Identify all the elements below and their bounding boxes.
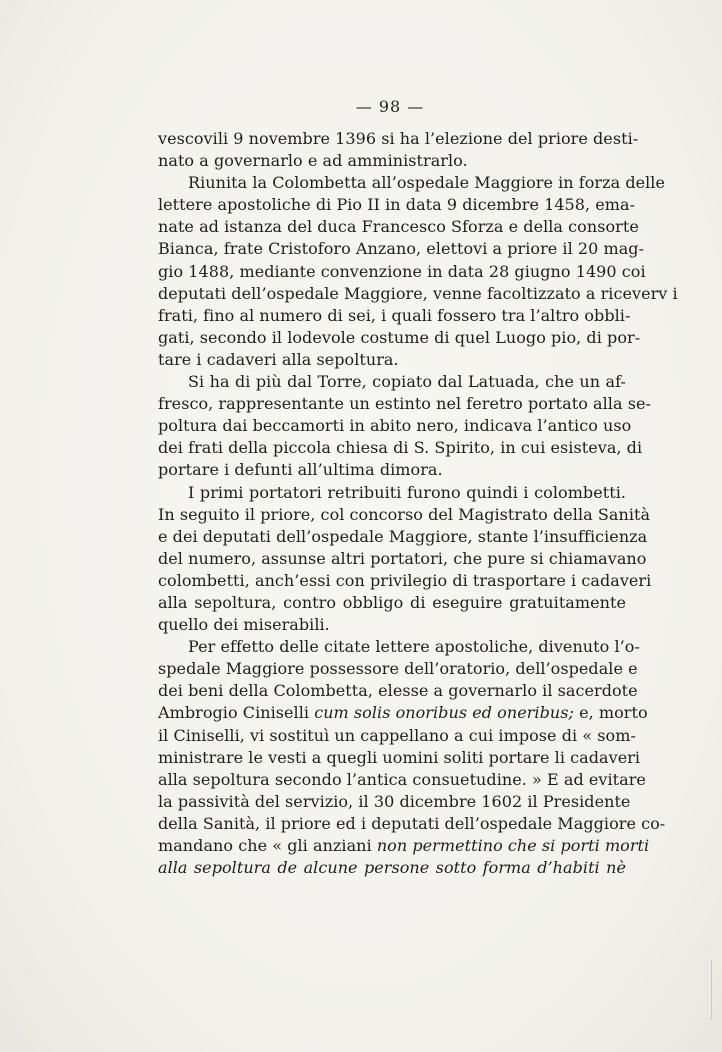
text-line: nato a governarlo e ad amministrarlo. bbox=[158, 151, 468, 171]
text-line: Si ha di più dal Torre, copiato dal Latuada, che un af- bbox=[188, 372, 626, 392]
page-number: — 98 — bbox=[355, 97, 425, 116]
text-line: I primi portatori retribuiti furono quindi i colombetti. bbox=[188, 482, 626, 502]
text-line: del numero, assunse altri portatori, che pure si chiamavano bbox=[158, 548, 647, 568]
text-line: fresco, rappresentante un estinto nel feretro portato alla se- bbox=[158, 394, 651, 414]
text-line: colombetti, anch’essi con privilegio di trasportare i cadaveri bbox=[158, 570, 652, 590]
italic-quotation: alla sepoltura de alcune persone sotto forma d’habiti nè bbox=[158, 858, 626, 878]
text-line: quello dei miserabili. bbox=[158, 615, 330, 635]
text-line: spedale Maggiore possessore dell’oratorio, dell’ospedale e bbox=[158, 659, 638, 679]
text-line: Per effetto delle citate lettere apostoliche, divenuto l’o- bbox=[188, 637, 640, 657]
text-line: In seguito il priore, col concorso del Magistrato della Sanità bbox=[158, 504, 651, 524]
text-line: dei frati della piccola chiesa di S. Spirito, in cui esisteva, di bbox=[158, 438, 643, 458]
text-line: tare i cadaveri alla sepoltura. bbox=[158, 349, 399, 369]
text-run: e, morto bbox=[573, 703, 648, 723]
text-line: lettere apostoliche di Pio II in data 9 dicembre 1458, ema- bbox=[158, 195, 636, 215]
text-line bbox=[158, 835, 650, 857]
text-line: frati, fino al numero di sei, i quali fossero tra l’altro obbli- bbox=[158, 305, 631, 325]
text-line bbox=[158, 702, 648, 724]
text-line: alla sepoltura, contro obbligo di eseguire gratuitamente bbox=[158, 592, 626, 612]
text-line: nate ad istanza del duca Francesco Sforza e della consorte bbox=[158, 217, 639, 237]
text-line: dei beni della Colombetta, elesse a governarlo il sacerdote bbox=[158, 681, 638, 701]
body-text bbox=[158, 128, 678, 879]
text-run: Ambrogio Ciniselli bbox=[158, 703, 315, 723]
text-line: gati, secondo il lodevole costume di quel Luogo pio, di por- bbox=[158, 327, 641, 347]
text-line: vescovili 9 novembre 1396 si ha l’elezione del priore desti- bbox=[158, 129, 639, 148]
text-line: il Ciniselli, vi sostituì un cappellano a cui impose di « som- bbox=[158, 725, 636, 745]
italic-quotation: non permettino che si porti morti bbox=[376, 836, 650, 855]
page-edge-mark bbox=[708, 960, 712, 1020]
text-line: e dei deputati dell’ospedale Maggiore, stante l’insufficienza bbox=[158, 526, 648, 546]
italic-latin-phrase: cum solis onoribus ed oneribus; bbox=[314, 703, 574, 723]
text-line: deputati dell’ospedale Maggiore, venne facoltizzato a riceverv i bbox=[158, 283, 678, 303]
text-line bbox=[158, 857, 626, 879]
text-line: Bianca, frate Cristoforo Anzano, elettovi a priore il 20 mag- bbox=[158, 239, 645, 259]
text-line: alla sepoltura secondo l’antica consuetudine. » E ad evitare bbox=[158, 769, 646, 789]
text-line: poltura dai beccamorti in abito nero, indicava l’antico uso bbox=[158, 416, 632, 436]
text-line: ministrare le vesti a quegli uomini soliti portare li cadaveri bbox=[158, 747, 641, 767]
text-line: Riunita la Colombetta all’ospedale Maggiore in forza delle bbox=[188, 173, 665, 193]
text-line: la passività del servizio, il 30 dicembre 1602 il Presidente bbox=[158, 791, 631, 811]
text-line: della Sanità, il priore ed i deputati dell’ospedale Maggiore co- bbox=[158, 813, 666, 833]
text-line: gio 1488, mediante convenzione in data 28 giugno 1490 coi bbox=[158, 261, 646, 281]
text-line: portare i defunti all’ultima dimora. bbox=[158, 460, 443, 480]
text-run: mandano che « gli anziani bbox=[158, 836, 377, 855]
